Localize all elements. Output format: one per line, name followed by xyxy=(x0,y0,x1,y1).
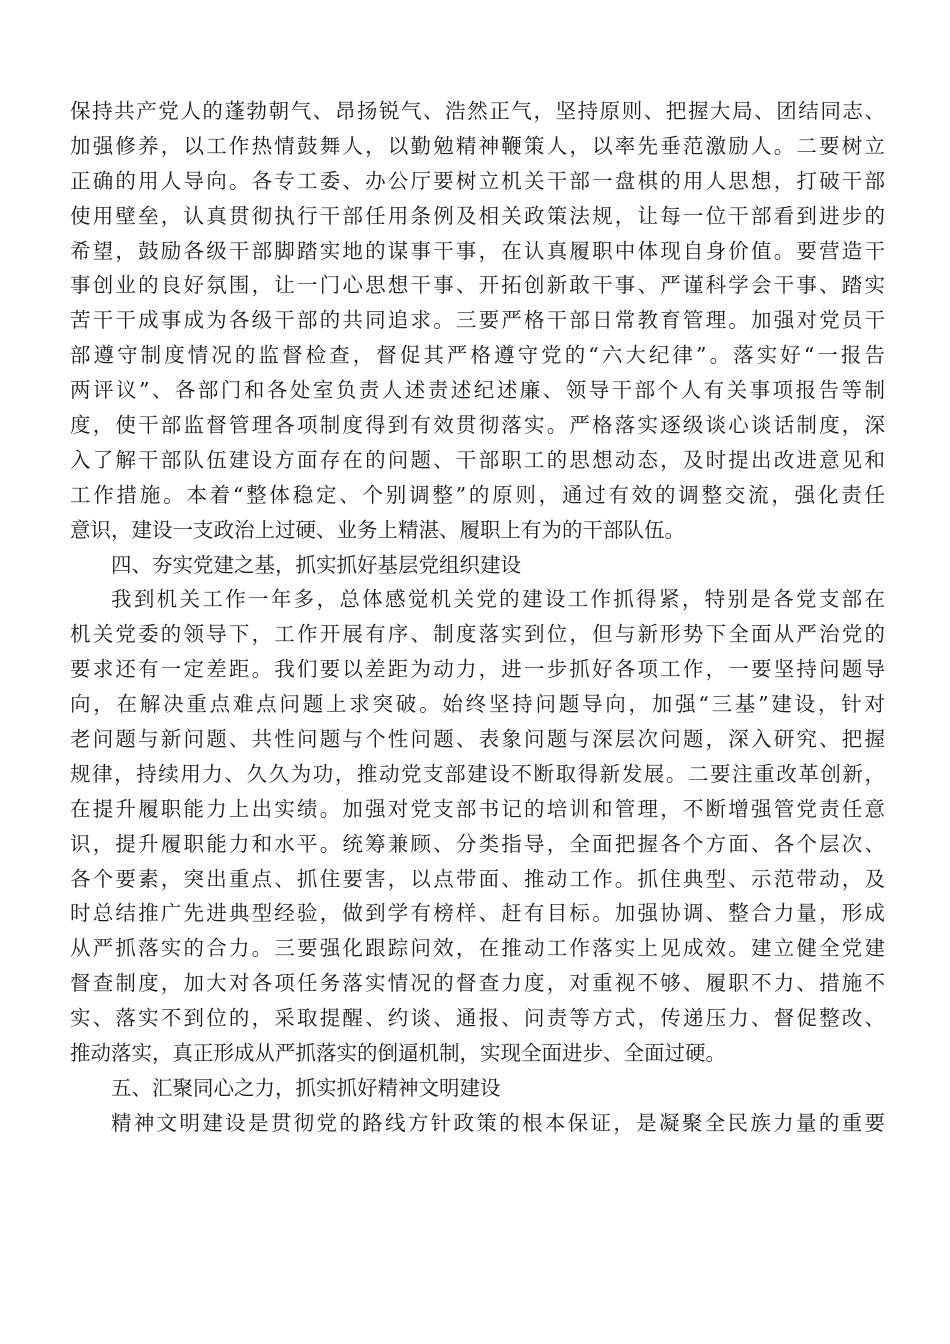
text-line: 要求还有一定差距。我们要以差距为动力，进一步抓好各项工作，一要坚持问题导 xyxy=(70,657,885,682)
text-line: 希望，鼓励各级干部脚踏实地的谋事干事，在认真履职中体现自身价值。要营造干 xyxy=(70,238,885,263)
text-line: 督查制度，加大对各项任务落实情况的督查力度，对重视不够、履职不力、措施不 xyxy=(70,971,885,996)
text-line: 苦干干成事成为各级干部的共同追求。三要严格干部日常教育管理。加强对党员干 xyxy=(70,308,885,333)
text-line: 度，使干部监督管理各项制度得到有效贯彻落实。严格落实逐级谈心谈话制度，深 xyxy=(70,413,885,438)
text-line: 识，提升履职能力和水平。统筹兼顾、分类指导，全面把握各个方面、各个层次、 xyxy=(70,831,885,856)
text-line: 机关党委的领导下，工作开展有序、制度落实到位，但与新形势下全面从严治党的 xyxy=(70,622,885,647)
text-line: 老问题与新问题、共性问题与个性问题、表象问题与深层次问题，深入研究、把握 xyxy=(70,727,885,752)
text-line: 加强修养，以工作热情鼓舞人，以勤勉精神鞭策人，以率先垂范激励人。二要树立 xyxy=(70,133,885,158)
text-line: 入了解干部队伍建设方面存在的问题、干部职工的思想动态，及时提出改进意见和 xyxy=(70,447,885,472)
text-line: 意识，建设一支政治上过硬、业务上精湛、履职上有为的干部队伍。 xyxy=(70,517,685,542)
text-line: 部遵守制度情况的监督检查，督促其严格遵守党的“六大纪律”。落实好“一报告 xyxy=(70,343,885,368)
section-heading: 五、汇聚同心之力，抓实抓好精神文明建设 xyxy=(111,1075,501,1100)
text-line: 精神文明建设是贯彻党的路线方针政策的根本保证，是凝聚全民族力量的重要 xyxy=(111,1110,885,1135)
text-line: 工作措施。本着“整体稳定、个别调整”的原则，通过有效的调整交流，强化责任 xyxy=(70,482,885,507)
text-line: 我到机关工作一年多，总体感觉机关党的建设工作抓得紧，特别是各党支部在 xyxy=(111,587,885,612)
text-line: 规律，持续用力、久久为功，推动党支部建设不断取得新发展。二要注重改革创新， xyxy=(70,761,885,786)
document-body xyxy=(70,94,885,1141)
text-line: 时总结推广先进典型经验，做到学有榜样、赶有目标。加强协调、整合力量，形成 xyxy=(70,901,885,926)
text-line: 保持共产党人的蓬勃朝气、昂扬锐气、浩然正气，坚持原则、把握大局、团结同志、 xyxy=(70,99,885,123)
text-line: 使用壁垒，认真贯彻执行干部任用条例及相关政策法规，让每一位干部看到进步的 xyxy=(70,203,885,228)
text-line: 两评议”、各部门和各处室负责人述责述纪述廉、领导干部个人有关事项报告等制 xyxy=(70,378,885,403)
text-line: 各个要素，突出重点、抓住要害，以点带面、推动工作。抓住典型、示范带动，及 xyxy=(70,866,885,891)
text-line: 正确的用人导向。各专工委、办公厅要树立机关干部一盘棋的用人思想，打破干部 xyxy=(70,168,885,193)
text-line: 向，在解决重点难点问题上求突破。始终坚持问题导向，加强“三基”建设，针对 xyxy=(70,692,885,717)
text-line: 在提升履职能力上出实绩。加强对党支部书记的培训和管理，不断增强管党责任意 xyxy=(70,796,885,821)
text-line: 从严抓落实的合力。三要强化跟踪问效，在推动工作落实上见成效。建立健全党建 xyxy=(70,936,885,961)
text-line: 实、落实不到位的，采取提醒、约谈、通报、问责等方式，传递压力、督促整改、 xyxy=(70,1006,885,1031)
text-line: 事创业的良好氛围，让一门心思想干事、开拓创新敢干事、严谨科学会干事、踏实 xyxy=(70,273,885,298)
section-heading: 四、夯实党建之基，抓实抓好基层党组织建设 xyxy=(111,552,521,577)
text-line: 推动落实，真正形成从严抓落实的倒逼机制，实现全面进步、全面过硬。 xyxy=(70,1041,726,1066)
